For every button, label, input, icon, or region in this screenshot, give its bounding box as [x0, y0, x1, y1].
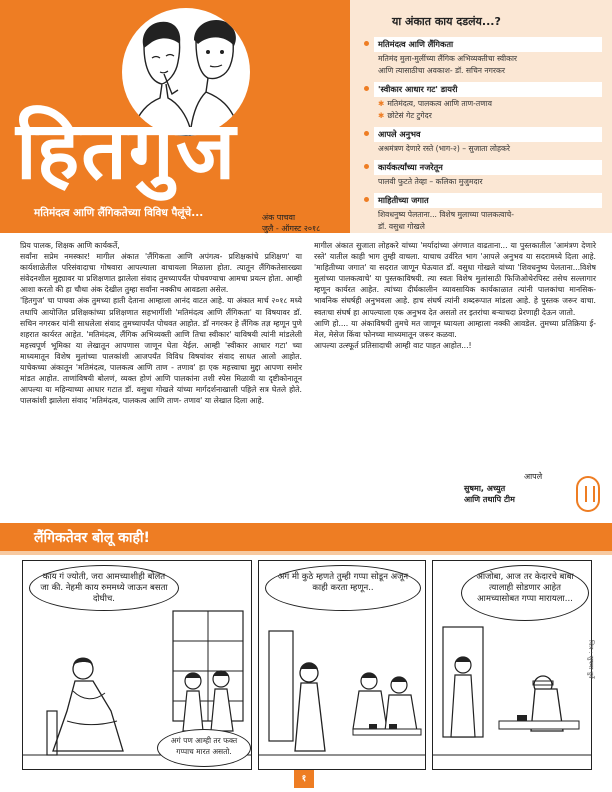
- toc-section-title: मतिमंदत्व आणि लैंगिकता: [378, 39, 454, 49]
- bullet-icon: [364, 164, 369, 169]
- page-number: १: [294, 770, 314, 788]
- toc-line: अश्रमंत्रण देणारे रस्ते (भाग-२) – सुजाता लोहकरे: [378, 144, 510, 153]
- toc-line: पालवी फुटते तेव्हा – कलिका मुजुमदार: [378, 177, 483, 186]
- speech-text: अगं मी कुठे म्हणते तुम्ही गप्पा सोडून अजून काही करता म्हणून..: [277, 572, 409, 593]
- illustration-credit: चित्र : सुषमा दुर्वे: [587, 640, 595, 679]
- bullet-icon: [364, 86, 369, 91]
- paragraph: मागील अंकात सुजाता लोहकरे यांच्या 'मर्यादांच्या अंगणात वाढताना... या पुस्तकातील 'आमंत्रण देणारे रस्ते' यातील काही भाग तुम्ही वाचला. याचाच उर्वरित भाग 'आपले अनुभव या सदरामध्ये दिला आहे. 'माहितीच्या जगात' या सदरात जाणून घेऊयात डॉ. वसुधा गोखले यांच्या 'शिवधनुष्य पेलताना...विशेष मुलांच्या पालकत्वाचे' या पुस्तकाविषयी. त्या स्वतः विशेष मुलांसाठी फिजिओथेरपिस्ट तसेच सल्लागार म्हणून कार्यरत आहेत. त्यांच्या दीर्घकालीन व्यावसायिक कार्यकाळात त्यांनी पालकांचा मानसिक- भावनिक संघर्षही अनुभवला आहे. हाच संघर्ष त्यांनी शब्दरूपात मांडला आहे. हे पुस्तक जरूर वाचा. स्वतःचा संघर्ष हा आपल्याला एक अनुभव देत असतो तर इतरांचा बऱ्याचदा प्रेरणाही देऊन जातो.: [314, 241, 596, 317]
- toc-line: छोटेसं गेट टुगेदर: [387, 111, 432, 120]
- speech-text: काय गं ज्योती, जरा आमच्याशीही बोलत जा की. नेहमी काय रुममध्ये जाऊन बसता दोघीच.: [40, 572, 168, 604]
- toc-section-title: 'स्वीकार आधार गट' डायरी: [378, 84, 458, 94]
- tathapi-logo-icon: [576, 476, 600, 512]
- sign-off: [464, 471, 542, 506]
- toc-section[interactable]: [362, 193, 602, 232]
- comic-panel-2: [258, 560, 426, 770]
- toc-section-title: आपले अनुभव: [378, 129, 421, 139]
- toc-section[interactable]: [362, 127, 602, 154]
- toc-line: मतिमंद मुला-मुलींच्या लैंगिक अभिव्यक्तीचा स्वीकार: [378, 54, 518, 63]
- toc-line: डॉ. वसुधा गोखले: [378, 222, 425, 231]
- toc-section-title: कार्यकर्त्यांच्या नजरेतून: [378, 162, 443, 172]
- editorial-right-column: [314, 240, 596, 351]
- toc-section-title: माहितीच्या जगात: [378, 195, 429, 205]
- toc-line: शिवधनुष्य पेलताना... विशेष मुलाच्या पालकत्वाचे-: [378, 210, 514, 219]
- paragraph: सर्वांना सप्रेम नमस्कार! मागील अंकात 'लैंगिकता आणि अपंगत्व- प्रशिक्षकांचे प्रशिक्षण' या कार्यशाळेतील परिसंवादाचा गोषवारा आपल्याला वाचायला मिळाला होता. त्यातून लैंगिकतेसारख्या संवेदनशील मुद्द्यावर या प्रशिक्षणात झालेला संवाद तुमच्यापर्यंत पोचवण्याचा आमचा प्रयत्न होता. आम्ही आशा करतो की हा चौथा अंक देखील तुम्हा सर्वांना नक्कीच आवडला असेल.: [20, 252, 302, 295]
- star-icon: ✱: [378, 111, 385, 120]
- speech-text: आजोबा, आज तर केदारचे बाबा त्यालाही सोडणार आहेत आमच्यासोबत गप्पा मारायला...: [476, 572, 574, 604]
- salutation: प्रिय पालक, शिक्षक आणि कार्यकर्ते,: [20, 241, 120, 250]
- star-icon: ✱: [378, 99, 385, 108]
- speech-text: अगं पण आम्ही तर फक्त गप्पाच मारत असतो.: [170, 736, 238, 756]
- sign-off-names: सुषमा, अच्युत: [464, 483, 506, 493]
- toc-section[interactable]: [362, 82, 602, 121]
- toc-section[interactable]: [362, 160, 602, 187]
- magazine-title: हितगुज: [16, 104, 238, 197]
- paragraph: आपल्या उत्स्फूर्त प्रतिसादाची आम्ही वाट पाहत आहोत...!: [314, 340, 472, 350]
- toc-heading: या अंकात काय दडलंय...?: [392, 15, 501, 28]
- toc-line: मतिमंदत्व, पालकत्व आणि ताण-तणाव: [387, 99, 492, 108]
- issue-number: अंक पाचवा: [262, 213, 296, 222]
- paragraph: 'हितगुज' चा पाचवा अंक तुमच्या हाती देताना आम्हाला आनंद वाटत आहे. या अंकात मार्च २०१८ मध्ये तथापि आयोजित प्रशिक्षकांच्या प्रशिक्षणात सहभागींशी 'मतिमंदत्व आणि लैंगिकता' या विषयावर डॉ. सचिन नगरकर यांनी साधलेला संवाद तुमच्यापर्यंत पोचवत आहोत. डॉ नगरकर हे लैंगिक तज्ञ म्हणून पुणे शहरात कार्यरत आहेत. 'मतिमंदत्व, लैंगिक अभिव्यक्ती आणि तिचा स्वीकार' याविषयी त्यांनी मांडलेली महत्त्वपूर्ण भूमिका या लेखातून आपणास जाणून घेता येईल. आम्ही 'स्वीकार आधार गटा' च्या माध्यमातून विशेष मुलांच्या पालकांशी आजपर्यंत विविध विषयांवर संवाद साधत आलो आहोत. याचेकच्या अंकातून 'मतिमंदत्व, पालकत्व आणि ताण - तणाव' हा एक महत्त्वाचा मुद्दा आपणा समोर मांडत आहोत. ताणांविषयी बोलणं, व्यक्त होणं आणि पालकांना तशी स्पेस मिळावी या दृष्टीकोनातून आपल्या या महिन्याच्या आधार गटात डॉ. वसुधा गोखले यांच्या मार्गदर्शनाखाली पहिले सत्र घेतले होते. पालकांशी झालेला संवाद 'मतिमंदत्व, पालकत्व आणि ताण- तणाव' या लेखात दिला आहे.: [20, 296, 302, 406]
- masthead: [0, 0, 350, 233]
- comic-panel-3: [432, 560, 592, 770]
- banner-divider: [0, 551, 612, 555]
- sign-off-team: आणि तथापि टीम: [464, 495, 515, 504]
- speech-bubble: [29, 565, 179, 611]
- tagline: मतिमंदत्व आणि लैंगिकतेच्या विविध पैलूंचे...: [34, 207, 204, 219]
- comic-title: लैंगिकतेवर बोलू काही!: [34, 530, 150, 546]
- toc-line: आणि त्यासाठीचा अवकाश- डॉ. सचिन नगरकर: [378, 66, 505, 75]
- comic-panel-1: [22, 560, 252, 770]
- sign-off-greeting: आपले: [524, 472, 543, 481]
- editorial-left-column: [20, 240, 302, 406]
- comic-banner: [0, 523, 612, 551]
- table-of-contents: [350, 0, 612, 233]
- toc-section[interactable]: [362, 37, 602, 76]
- speech-bubble: [157, 729, 251, 767]
- bullet-icon: [364, 41, 369, 46]
- bullet-icon: [364, 131, 369, 136]
- speech-bubble: [265, 565, 421, 611]
- issue-date: जुलै - ऑगस्ट २०१८: [262, 224, 321, 233]
- bullet-icon: [364, 197, 369, 202]
- paragraph: आणि हो.... या अंकाविषयी तुमचे मत जाणून घ्यायला आम्हाला नक्की आवडेल. तुमच्या प्रतिक्रिया ई-मेल, मेसेज किंवा फोनच्या माध्यमातून जरूर कळवा.: [314, 318, 596, 339]
- speech-bubble: [461, 565, 589, 621]
